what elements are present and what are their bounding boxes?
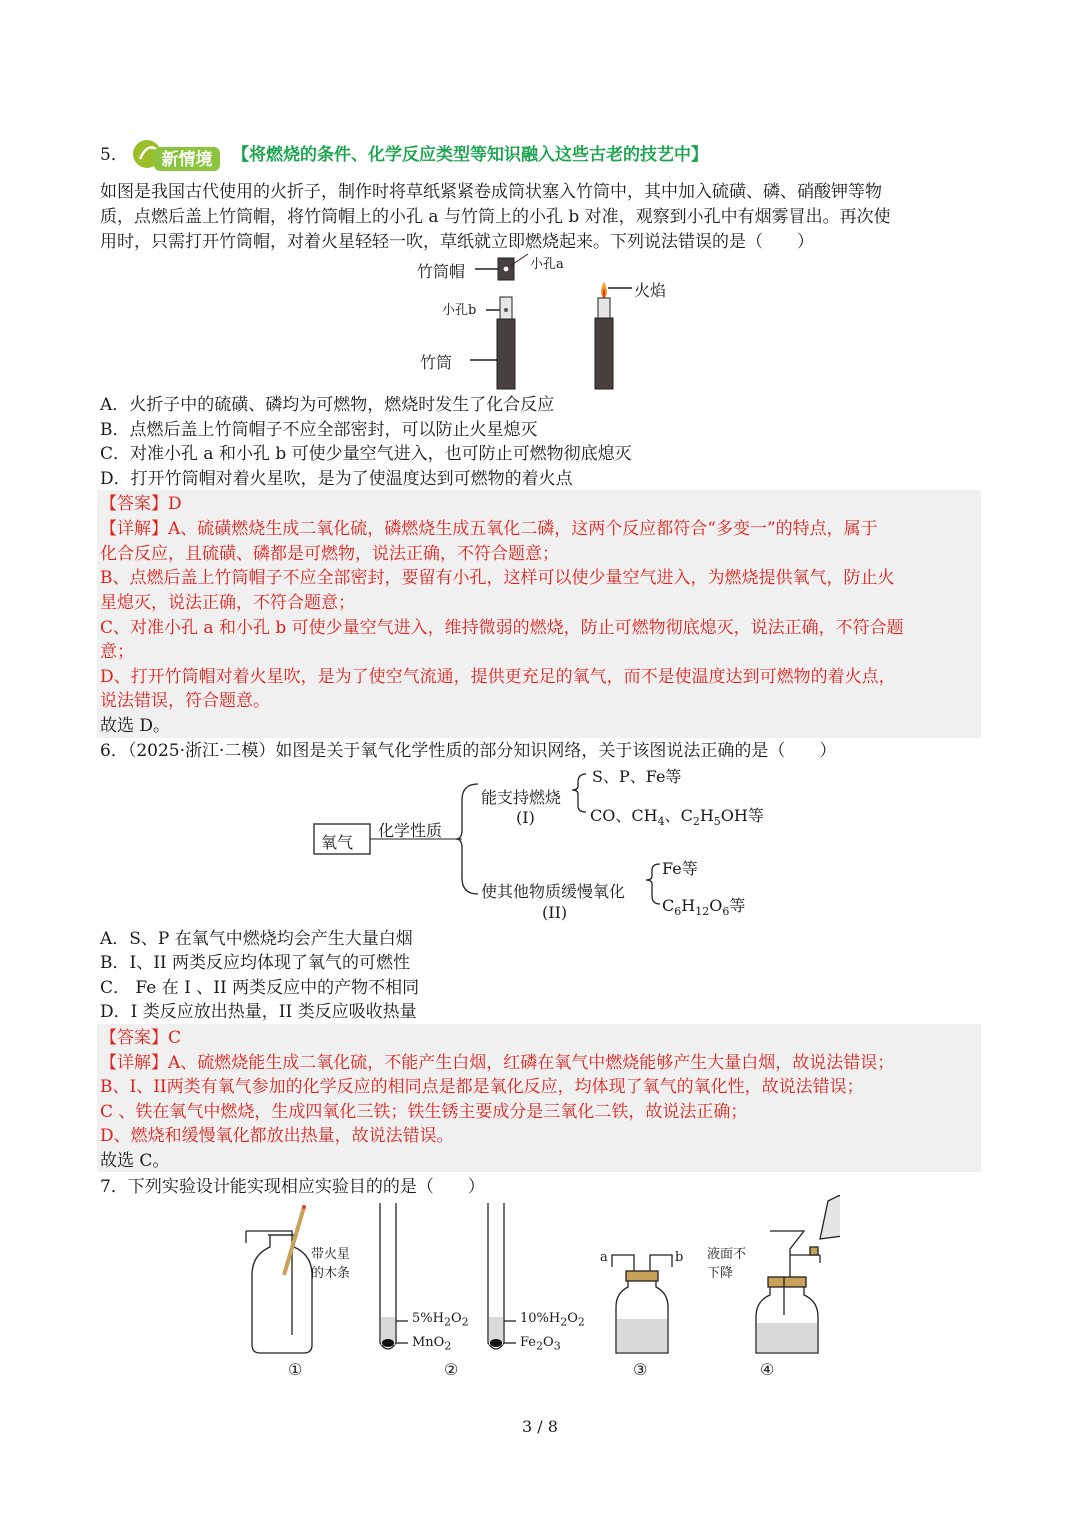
apparatus-number-4: ④ xyxy=(760,1360,775,1379)
branch-1-tag: (I) xyxy=(516,808,535,827)
branch-2-item-2: $C_6H_{12}O_6$等 xyxy=(662,896,746,919)
level-label-1: 液面不 xyxy=(707,1247,747,1262)
apparatus-3 xyxy=(488,1203,516,1349)
flame-label: 火焰 xyxy=(634,281,667,300)
q5-answer: 【答案】D xyxy=(100,494,182,514)
apparatus-number-2: ② xyxy=(444,1360,459,1379)
q5-explanation-3: B、点燃后盖上竹筒帽子不应全部密封，要留有小孔，这样可以使少量空气进入，为燃烧提供氧气，防止火 xyxy=(100,568,895,588)
q5-explanation-4: 星熄灭，说法正确，不符合题意； xyxy=(100,593,355,613)
q5-explanation-7: D、打开竹筒帽对着火星吹，是为了使空气流通，提供更充足的氧气，而不是使温度达到可燃物的着火点， xyxy=(100,667,896,687)
q6-answer: 【答案】C xyxy=(100,1028,182,1048)
q6-option-c: C． Fe 在 I 、II 两类反应中的产物不相同 xyxy=(100,978,420,998)
q5-stem-2: 质，点燃后盖上竹筒帽，将竹筒帽上的小孔 a 与竹筒上的小孔 b 对准，观察到小孔中有烟雾冒出。再次使 xyxy=(100,207,891,227)
apparatus-4 xyxy=(612,1255,672,1353)
hole-a-label: 小孔a xyxy=(530,257,564,272)
q7-stem: 7．下列实验设计能实现相应实验目的的是（ ） xyxy=(100,1177,485,1197)
q5-option-c: C．对准小孔 a 和小孔 b 可使少量空气进入，也可防止可燃物彻底熄灭 xyxy=(100,444,632,464)
q6-explanation-4: D、燃烧和缓慢氧化都放出热量，故说法错误。 xyxy=(100,1126,454,1146)
page-number: 3 / 8 xyxy=(522,1417,558,1436)
stick-label-2: 的木条 xyxy=(311,1266,351,1281)
tube-2-solid-label: MnO$_2$ xyxy=(412,1335,452,1353)
apparatus-number-1: ① xyxy=(288,1360,303,1379)
branch-2-tag: (II) xyxy=(542,903,568,922)
q5-stem-1: 如图是我国古代使用的火折子，制作时将草纸紧紧卷成筒状塞入竹筒中，其中加入硫磺、磷、硝酸钾等物 xyxy=(100,182,882,202)
port-b-label: b xyxy=(675,1250,684,1265)
new-context-badge xyxy=(128,137,223,175)
q5-explanation-1: 【详解】A、硫磺燃烧生成二氧化硫，磷燃烧生成五氧化二磷，这两个反应都符合“多变一”的特点，属于 xyxy=(100,519,878,539)
level-label-2: 下降 xyxy=(707,1266,734,1281)
tube-2-liquid-label: $5\%H_2O_2$ xyxy=(412,1311,469,1329)
q5-stem-3: 用时，只需打开竹筒帽，对着火星轻轻一吹，草纸就立即燃烧起来。下列说法错误的是（ ） xyxy=(100,232,814,252)
q5-tag: 【将燃烧的条件、化学反应类型等知识融入这些古老的技艺中】 xyxy=(232,145,708,165)
tube-3-liquid-label: $10\%H_2O_2$ xyxy=(520,1311,585,1329)
q5-explanation-9: 故选 D。 xyxy=(100,716,171,736)
stick-label-1: 带火星 xyxy=(311,1247,351,1262)
apparatus-2 xyxy=(380,1203,408,1349)
branch-1-label: 能支持燃烧 xyxy=(481,788,562,807)
branch-1-item-1: S、P、Fe等 xyxy=(592,767,682,786)
q6-option-b: B．I、II 两类反应均体现了氧气的可燃性 xyxy=(100,953,411,973)
tube-3-solid-label: $Fe_2O_3$ xyxy=(520,1335,561,1353)
q5-explanation-8: 说法错误，符合题意。 xyxy=(100,691,270,711)
q5-option-a: A．火折子中的硫磺、磷均为可燃物，燃烧时发生了化合反应 xyxy=(100,395,555,415)
bamboo-tube-open xyxy=(470,297,515,389)
apparatus-number-3: ③ xyxy=(633,1360,648,1379)
branch-2-item-1: Fe等 xyxy=(662,859,698,878)
badge-text: 新情境 xyxy=(161,150,213,170)
chem-property-label: 化学性质 xyxy=(378,821,443,840)
q6-explanation-5: 故选 C。 xyxy=(100,1151,170,1171)
q5-explanation-5: C、对准小孔 a 和小孔 b 可使少量空气进入，维持微弱的燃烧，防止可燃物彻底熄灭，说法正确，不符合题 xyxy=(100,618,904,638)
apparatus-1 xyxy=(246,1205,312,1353)
branch-1-item-2: CO、$CH_4$、$C_2H_5OH$等 xyxy=(590,806,764,829)
q6-explanation-1: 【详解】A、硫燃烧能生成二氧化硫，不能产生白烟，红磷在氧气中燃烧能够产生大量白烟，故说法错误； xyxy=(100,1053,895,1073)
branch-2-label: 使其他物质缓慢氧化 xyxy=(481,882,626,901)
q6-explanation-3: C 、铁在氧气中燃烧，生成四氧化三铁；铁生锈主要成分是三氧化二铁，故说法正确； xyxy=(100,1102,748,1122)
bamboo-tube-lit xyxy=(595,282,632,389)
bamboo-cap xyxy=(475,254,528,280)
tube-label: 竹筒 xyxy=(420,353,453,372)
oxygen-box-label: 氧气 xyxy=(321,833,354,852)
q6-stem: 6．（2025·浙江·二模）如图是关于氧气化学性质的部分知识网络，关于该图说法正确的是（ ） xyxy=(100,741,837,761)
cap-label: 竹筒帽 xyxy=(417,262,466,281)
q5-explanation-6: 意； xyxy=(100,642,134,662)
hole-b-label: 小孔b xyxy=(442,303,477,318)
apparatus-5 xyxy=(756,1195,840,1353)
q6-option-d: D．I 类反应放出热量，II 类反应吸收热量 xyxy=(100,1002,417,1022)
q5-number: 5． xyxy=(100,145,128,165)
q6-explanation-2: B、I、II两类有氧气参加的化学反应的相同点是都是氧化反应，均体现了氧气的氧化性，故说法错误； xyxy=(100,1077,864,1097)
q5-option-d: D．打开竹筒帽对着火星吹，是为了使温度达到可燃物的着火点 xyxy=(100,469,573,489)
q5-option-b: B．点燃后盖上竹筒帽子不应全部密封，可以防止火星熄灭 xyxy=(100,420,538,440)
port-a-label: a xyxy=(600,1250,608,1265)
q5-explanation-2: 化合反应，且硫磺、磷都是可燃物，说法正确，不符合题意； xyxy=(100,544,559,564)
q6-option-a: A．S、P 在氧气中燃烧均会产生大量白烟 xyxy=(100,929,413,949)
